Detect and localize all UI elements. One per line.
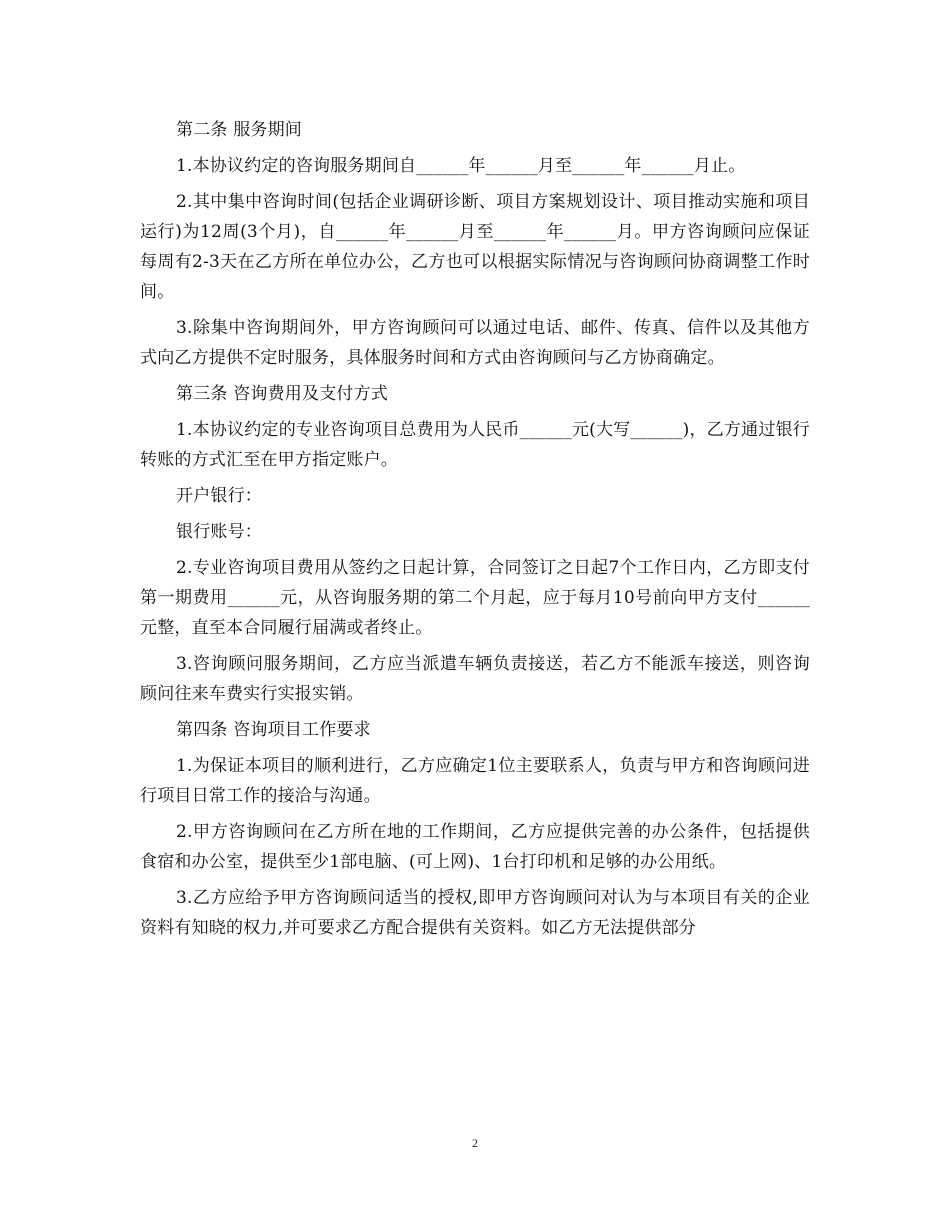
- paragraph: 1.本协议约定的专业咨询项目总费用为人民币______元(大写______)，乙方通过银行转账的方式汇至在甲方指定账户。: [140, 420, 810, 470]
- paragraph: 3.乙方应给予甲方咨询顾问适当的授权,即甲方咨询顾问对认为与本项目有关的企业资料有知晓的权力,并可要求乙方配合提供有关资料。如乙方无法提供部分: [140, 888, 810, 938]
- bank-account-line: 银行账号：: [176, 522, 262, 542]
- page-number: 2: [472, 1136, 478, 1150]
- paragraph: 3.咨询顾问服务期间，乙方应当派遣车辆负责接送，若乙方不能派车接送，则咨询顾问往来车费实行实报实销。: [140, 654, 810, 704]
- paragraph: 2.其中集中咨询时间(包括企业调研诊断、项目方案规划设计、项目推动实施和项目运行)为12周(3个月)，自______年______月至______年______月。甲方咨询顾问应保证每周有2-3天在乙方所在单位办公，乙方也可以根据实际情况与咨询顾问协商调整工作时间。: [140, 192, 810, 302]
- section-heading-3: 第三条 咨询费用及支付方式: [176, 384, 389, 404]
- paragraph: 1.为保证本项目的顺利进行，乙方应确定1位主要联系人，负责与甲方和咨询顾问进行项目日常工作的接洽与沟通。: [140, 756, 810, 806]
- paragraph: 2.甲方咨询顾问在乙方所在地的工作期间，乙方应提供完善的办公条件，包括提供食宿和办公室，提供至少1部电脑、(可上网)、1台打印机和足够的办公用纸。: [140, 822, 810, 872]
- paragraph: 3.除集中咨询期间外，甲方咨询顾问可以通过电话、邮件、传真、信件以及其他方式向乙方提供不定时服务，具体服务时间和方式由咨询顾问与乙方协商确定。: [140, 318, 810, 368]
- bank-name-line: 开户银行：: [176, 486, 262, 506]
- paragraph: 1.本协议约定的咨询服务期间自______年______月至______年______月止。: [176, 156, 746, 176]
- document-body: [140, 115, 810, 943]
- section-heading-4: 第四条 咨询项目工作要求: [176, 720, 371, 740]
- section-heading-2: 第二条 服务期间: [176, 120, 303, 140]
- paragraph: 2.专业咨询项目费用从签约之日起计算，合同签订之日起7个工作日内，乙方即支付第一期费用______元，从咨询服务期的第二个月起，应于每月10号前向甲方支付______元整，直至本合同履行届满或者终止。: [140, 558, 810, 638]
